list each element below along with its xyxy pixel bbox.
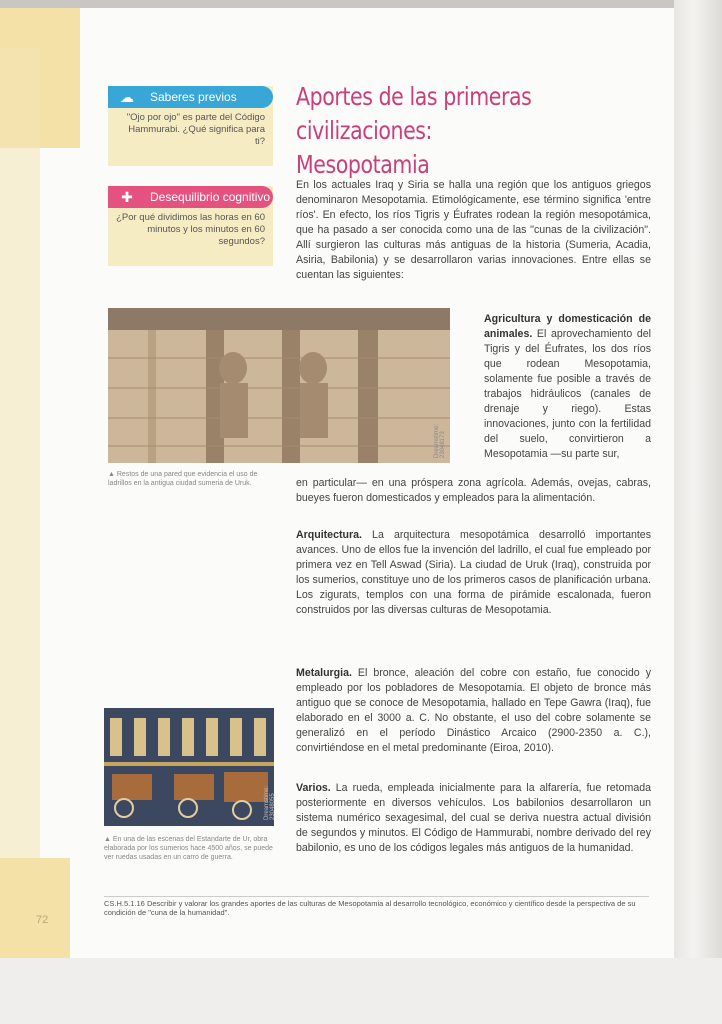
page-number: 72 — [36, 914, 49, 926]
cloud-icon: ☁ — [120, 89, 134, 105]
book-page — [0, 8, 691, 958]
arquitectura-paragraph — [296, 528, 651, 618]
paragraph-text: La arquitectura mesopotámica desarrolló importantes avances. Uno de ellos fue la invención del ladrillo, el cual fue empleado por primera vez en Tell Aswad (Siria). La ciudad de Uruk (Iraq), construida por los sumerios, constituye uno de los primeros casos de planificación urbana. Los zigurats, templos con una forma de pirámide escalonada, fueron construidos por las diversas culturas de Mesopotamia. — [296, 529, 651, 616]
saberes-previos-box — [108, 86, 273, 166]
photo-credit: Dreamstime: 23048173 — [434, 423, 446, 458]
saberes-previos-title: Saberes previos — [150, 90, 237, 104]
page-title: Aportes de las primeras civilizaciones: Mesopotamia — [296, 82, 532, 179]
metalurgia-paragraph — [296, 666, 651, 756]
intro-paragraph: En los actuales Iraq y Siria se halla una región que los antiguos griegos denominaron Mesopotamia. Etimológicamente, ese término significa 'entre ríos'. En efecto, los ríos Tigris y Éufrates rodean la región mesopotámica, que ha pasado a ser conocida como una de las "cunas de la civilización". Allí surgieron las culturas más antiguas de la historia (Sumeria, Acadia, Asiria, Babilonia) y se desarrollaron varias innovaciones. Entre ellas se cuentan las siguientes: — [296, 179, 651, 281]
uruk-wall-photo — [108, 308, 450, 463]
photo-caption: ▲ En una de las escenas del Estandarte de Ur, obra elaborada por los sumerios hace 4500 años, se puede ver ruedas usadas en un carro de guerra. — [104, 836, 273, 861]
desequilibrio-header — [108, 186, 273, 208]
paragraph-lead: Metalurgia. — [296, 667, 352, 679]
photo-caption: ▲ Restos de una pared que evidencia el uso de ladrillos en la antigua ciudad sumeria de Uruk. — [108, 471, 258, 487]
saberes-previos-header — [108, 86, 273, 108]
puzzle-icon: ✚ — [121, 189, 133, 205]
paragraph-text: El bronce, aleación del cobre con estaño, fue conocido y empleado por los pobladores de Mesopotamia. El objeto de bronce más antiguo que se conoce de Mesopotamia, hallado en Tepe Gawra (Iraq), fue elaborado en el 3000 a. C. No obstante, el uso del cobre solamente se generalizó en el período Dinástico Arcaico (2900-2350 a. C.), convirtiéndose en el metal predominante (Eiroa, 2010). — [296, 667, 651, 754]
next-page-edge — [674, 0, 722, 1024]
margin-decoration — [0, 858, 70, 958]
margin-decoration — [0, 48, 40, 908]
background-surface — [0, 958, 722, 1024]
uruk-wall-image — [108, 308, 450, 463]
desequilibrio-box — [108, 186, 273, 266]
top-band — [0, 0, 722, 8]
paragraph-text: El aprovechamiento del Tigris y del Éufrates, los dos ríos que rodean Mesopotamia, solamente fue posible a través de trabajos hidráulicos (canales de drenaje y riego). Estas innovaciones, junto con la fertilidad del suelo, convirtieron a Mesopotamia —su parte sur, — [484, 328, 651, 460]
paragraph-text: La rueda, empleada inicialmente para la alfarería, fue retomada posteriormente en diversos vehículos. Los babilonios desarrollaron un sistema numérico sexagesimal, del cual se deriva nuestra actual división de segundos y minutos. El Código de Hammurabi, nombre derivado del rey babilonio, es uno de los códigos legales más antiguos de la humanidad. — [296, 782, 651, 854]
standard-of-ur-photo — [104, 708, 274, 826]
agricultura-continuation: en particular— en una próspera zona agrícola. Además, ovejas, cabras, bueyes fueron domesticados y empleados para la alimentación. — [296, 477, 651, 504]
desequilibrio-title: Desequilibrio cognitivo — [150, 190, 271, 204]
curriculum-footnote: CS.H.5.1.16 Describir y valorar los grandes aportes de las culturas de Mesopotamia al desarrollo tecnológico, económico y científico desde la perspectiva de su condición de "cuna de la humanidad". — [104, 896, 649, 917]
standard-of-ur-image — [104, 708, 274, 826]
paragraph-lead: Arquitectura. — [296, 529, 362, 541]
agricultura-paragraph — [484, 312, 651, 462]
desequilibrio-text: ¿Por qué dividimos las horas en 60 minutos y los minutos en 60 segundos? — [116, 212, 265, 247]
paragraph-lead: Varios. — [296, 782, 331, 794]
paragraph-lead: Agricultura y domesticación de animales. — [484, 313, 651, 340]
saberes-previos-text: "Ojo por ojo" es parte del Código Hammurabi. ¿Qué significa para ti? — [126, 112, 265, 147]
photo-credit: Dreamstime: 23048055 — [264, 785, 276, 820]
varios-paragraph — [296, 781, 651, 856]
